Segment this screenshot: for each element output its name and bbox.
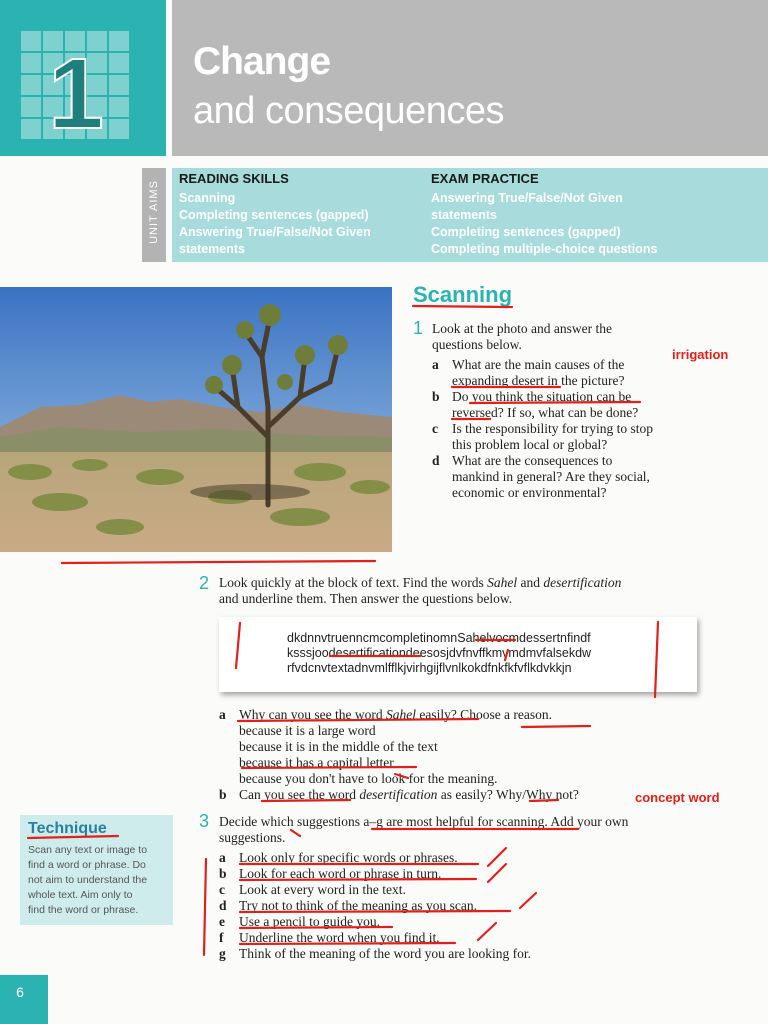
item-text: Look for each word or phrase in turn. [239, 866, 442, 881]
item-label: b [219, 787, 227, 802]
item-line: Do you think the situation can be [452, 389, 632, 404]
item-text: Use a pencil to guide you. [239, 914, 380, 929]
question-1-intro-line: questions below. [432, 337, 522, 352]
underline-mark [238, 719, 478, 721]
underline-mark [530, 800, 558, 801]
unit-number: 1 [48, 38, 104, 142]
question-1-intro-line: Look at the photo and answer the [432, 321, 612, 336]
underline-mark [522, 726, 590, 727]
underline-mark [204, 859, 206, 955]
letter-block-line: dkdnnvtruenncmcompletinomnSahelvocmdessertnfindf [287, 631, 591, 645]
item-line: reversed? If so, what can be done? [452, 405, 639, 420]
tick-mark [488, 848, 506, 866]
question-2-number: 2 [199, 573, 210, 593]
underline-mark [240, 927, 392, 928]
underline-mark [28, 836, 118, 838]
underline-mark [240, 911, 510, 912]
letter-block-line: rfvdcnvtextadnvmlfflkjvirhgijflvnlkokdfnkfkfvflkdvkkjn [287, 661, 572, 675]
item-label: a [219, 707, 226, 722]
text: Look quickly at the block of text. Find the words [219, 575, 488, 590]
item-label: c [219, 882, 225, 897]
option: because you don't have to look for the meaning. [239, 771, 498, 786]
underline-mark [262, 800, 350, 801]
text: and [517, 575, 544, 590]
item-label: a [432, 357, 439, 372]
section-heading-scanning: Scanning [413, 282, 513, 307]
item-line: What are the main causes of the [452, 357, 625, 372]
underline-mark [395, 774, 408, 778]
item-label: b [219, 866, 227, 881]
item-line: Is the responsibility for trying to stop [452, 421, 653, 436]
item-label: d [219, 898, 227, 913]
item-text: Think of the meaning of the word you are looking for. [239, 946, 532, 961]
text: as easily? Why/Why not? [437, 787, 579, 802]
letter-block-line: ksssjoodesertificationdeesosjdvfnvffkmvmdmvfalsekdw [287, 646, 592, 660]
underline-mark [413, 306, 512, 307]
item-label: g [219, 946, 226, 961]
text: easily? Choose a reason. [415, 707, 553, 722]
option: because it is a large word [239, 723, 376, 738]
item-label: f [219, 930, 224, 945]
item-text: Underline the word when you find it. [239, 930, 440, 945]
list-item: statements [179, 242, 245, 256]
list-item: Answering True/False/Not Given [179, 225, 371, 239]
technique-line: find a word or phrase. Do [28, 859, 146, 871]
reading-skills-heading: READING SKILLS [179, 171, 289, 186]
list-item: Completing sentences (gapped) [179, 208, 369, 222]
item-line: economic or environmental? [452, 485, 607, 500]
word-sahel: Sahel [385, 707, 416, 722]
technique-heading: Technique [28, 820, 107, 837]
list-item: Completing multiple-choice questions [431, 242, 658, 256]
item-text: Look only for specific words or phrases. [239, 850, 458, 865]
item-label: a [219, 850, 226, 865]
list-item: Completing sentences (gapped) [431, 225, 621, 239]
item-line: expanding desert in the picture? [452, 373, 625, 388]
underline-mark [242, 767, 416, 768]
unit-aims-label: UNIT AIMS [148, 180, 160, 244]
question-3-number: 3 [199, 811, 210, 831]
item-label: e [219, 914, 225, 929]
underline-mark [505, 650, 508, 660]
unit-title-line2: and consequences [193, 90, 505, 132]
option: because it has a capital letter [239, 755, 394, 770]
item-line: What are the consequences to [452, 453, 613, 468]
word-sahel: Sahel [487, 575, 518, 590]
word-desertification: desertification [359, 787, 438, 802]
tick-mark [488, 864, 506, 882]
item-line: mankind in general? Are they social, [452, 469, 650, 484]
question-3-intro-line: Decide which suggestions a–g are most helpful for scanning. Add your own [219, 814, 629, 829]
underline-mark [240, 943, 455, 944]
underline-mark [236, 623, 240, 668]
question-3-intro-line: suggestions. [219, 830, 286, 845]
page-number: 6 [16, 984, 24, 1000]
technique-line: Scan any text or image to [28, 844, 148, 856]
item-line: this problem local or global? [452, 437, 608, 452]
tick-mark [520, 893, 536, 908]
tick-mark [478, 923, 496, 940]
question-1-number: 1 [413, 318, 424, 338]
item-label: d [432, 453, 440, 468]
list-item: statements [431, 208, 497, 222]
annotation-concept-word: concept word [635, 790, 720, 805]
underline-mark [62, 561, 375, 563]
item-label: b [432, 389, 440, 404]
underline-mark [291, 830, 300, 836]
technique-line: not aim to understand the [28, 874, 148, 886]
annotation-irrigation: irrigation [672, 347, 729, 362]
option: because it is in the middle of the text [239, 739, 438, 754]
underline-mark [240, 879, 476, 880]
technique-line: find the word or phrase. [28, 904, 139, 916]
unit-title-line1: Change [193, 40, 331, 83]
underline-mark [655, 622, 658, 697]
item-text: Try not to think of the meaning as you scan. [239, 898, 477, 913]
underline-mark [470, 402, 640, 403]
question-2-intro-line: and underline them. Then answer the questions below. [219, 591, 513, 606]
text: Can you see the word [239, 787, 360, 802]
word-desertification: desertification [543, 575, 622, 590]
text: Why can you see the word [239, 707, 386, 722]
item-text: Look at every word in the text. [239, 882, 406, 897]
list-item: Answering True/False/Not Given [431, 191, 623, 205]
technique-line: whole text. Aim only to [28, 889, 133, 901]
list-item: Scanning [179, 191, 236, 205]
exam-practice-heading: EXAM PRACTICE [431, 171, 539, 186]
item-label: c [432, 421, 438, 436]
